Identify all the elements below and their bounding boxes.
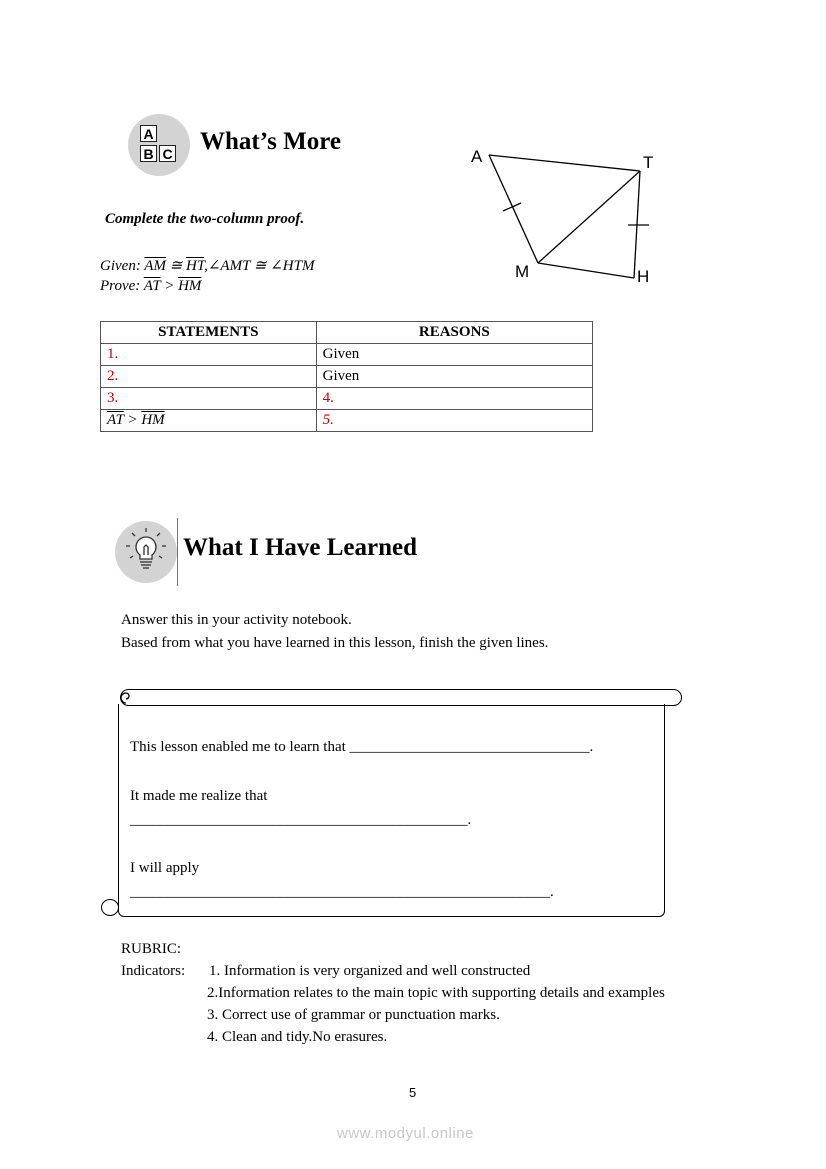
block-c: C	[159, 145, 176, 162]
rubric-item: 2.Information relates to the main topic with supporting details and examples	[207, 985, 665, 1001]
prompt-realize: It made me realize that	[130, 788, 268, 804]
abc-blocks-icon	[128, 114, 190, 176]
header-statements: STATEMENTS	[101, 322, 317, 344]
segment-mt	[538, 171, 640, 263]
page-number: 5	[409, 1085, 417, 1100]
section-title-learned: What I Have Learned	[183, 534, 418, 561]
proof-table	[100, 321, 593, 432]
header-divider	[177, 518, 178, 586]
prove-seg-at: $\overline{AT}$	[143, 278, 161, 294]
finish-lines-instruction: Based from what you have learned in this lesson, finish the given lines.	[121, 635, 549, 651]
label-h: H	[637, 267, 650, 286]
prompt-realize-blank: _____________________________________________.	[130, 812, 472, 828]
statement-cell	[101, 410, 317, 432]
prompt-apply-blank: ________________________________________________________.	[130, 884, 554, 900]
rubric-indicators-label: Indicators:	[121, 963, 186, 979]
label-m: M	[515, 262, 530, 281]
rubric-item: 4. Clean and tidy.No erasures.	[207, 1029, 388, 1045]
reason-cell: Given	[316, 366, 592, 388]
prove-gt: >	[164, 278, 175, 294]
scroll-bottom-curl	[101, 899, 119, 916]
segment-mh	[538, 263, 634, 278]
reason-cell: 5.	[316, 410, 592, 432]
reason-cell: Given	[316, 344, 592, 366]
statement-seg-hm: $\overline{HM}$	[141, 412, 165, 428]
statement-cell: 1.	[101, 344, 317, 366]
statement-seg-at: $\overline{AT}$	[107, 412, 124, 428]
given-label: Given:	[100, 258, 141, 274]
prompt-learn: This lesson enabled me to learn that ________________________________.	[130, 739, 594, 755]
prove-seg-hm: $\overline{HM}$	[178, 278, 202, 294]
table-row	[101, 410, 593, 432]
given-seg-ht: $\overline{HT}$	[186, 258, 205, 274]
table-row	[101, 344, 593, 366]
table-header-row	[101, 322, 593, 344]
section-title-whats-more: What’s More	[200, 128, 341, 155]
quadrilateral-figure	[465, 140, 665, 290]
rubric-item: 1. Information is very organized and well constructed	[209, 963, 531, 979]
prove-line	[100, 278, 201, 295]
header-reasons: REASONS	[316, 322, 592, 344]
label-t: T	[643, 153, 654, 172]
notebook-instruction: Answer this in your activity notebook.	[121, 612, 352, 628]
prove-label: Prove:	[100, 278, 141, 294]
segment-at	[489, 155, 640, 171]
rubric-item: 3. Correct use of grammar or punctuation marks.	[207, 1007, 500, 1023]
given-seg-am: $\overline{AM}$	[144, 258, 166, 274]
scroll-top-curl	[118, 691, 134, 705]
prompt-apply: I will apply	[130, 860, 200, 876]
table-row	[101, 366, 593, 388]
block-b: B	[140, 145, 157, 162]
given-angles: ,∠AMT ≅ ∠HTM	[204, 258, 315, 274]
table-row	[101, 388, 593, 410]
proof-instruction: Complete the two-column proof.	[105, 211, 305, 227]
segment-am	[489, 155, 538, 263]
block-a: A	[140, 125, 157, 142]
label-a: A	[471, 147, 483, 166]
rubric-title: RUBRIC:	[121, 941, 182, 957]
given-line	[100, 256, 314, 275]
lightbulb-icon	[115, 521, 177, 583]
statement-cell: 2.	[101, 366, 317, 388]
reason-cell: 4.	[316, 388, 592, 410]
given-cong: ≅	[169, 258, 183, 274]
statement-cell: 3.	[101, 388, 317, 410]
statement-gt: >	[127, 412, 138, 428]
watermark: www.modyul.online	[337, 1125, 474, 1142]
